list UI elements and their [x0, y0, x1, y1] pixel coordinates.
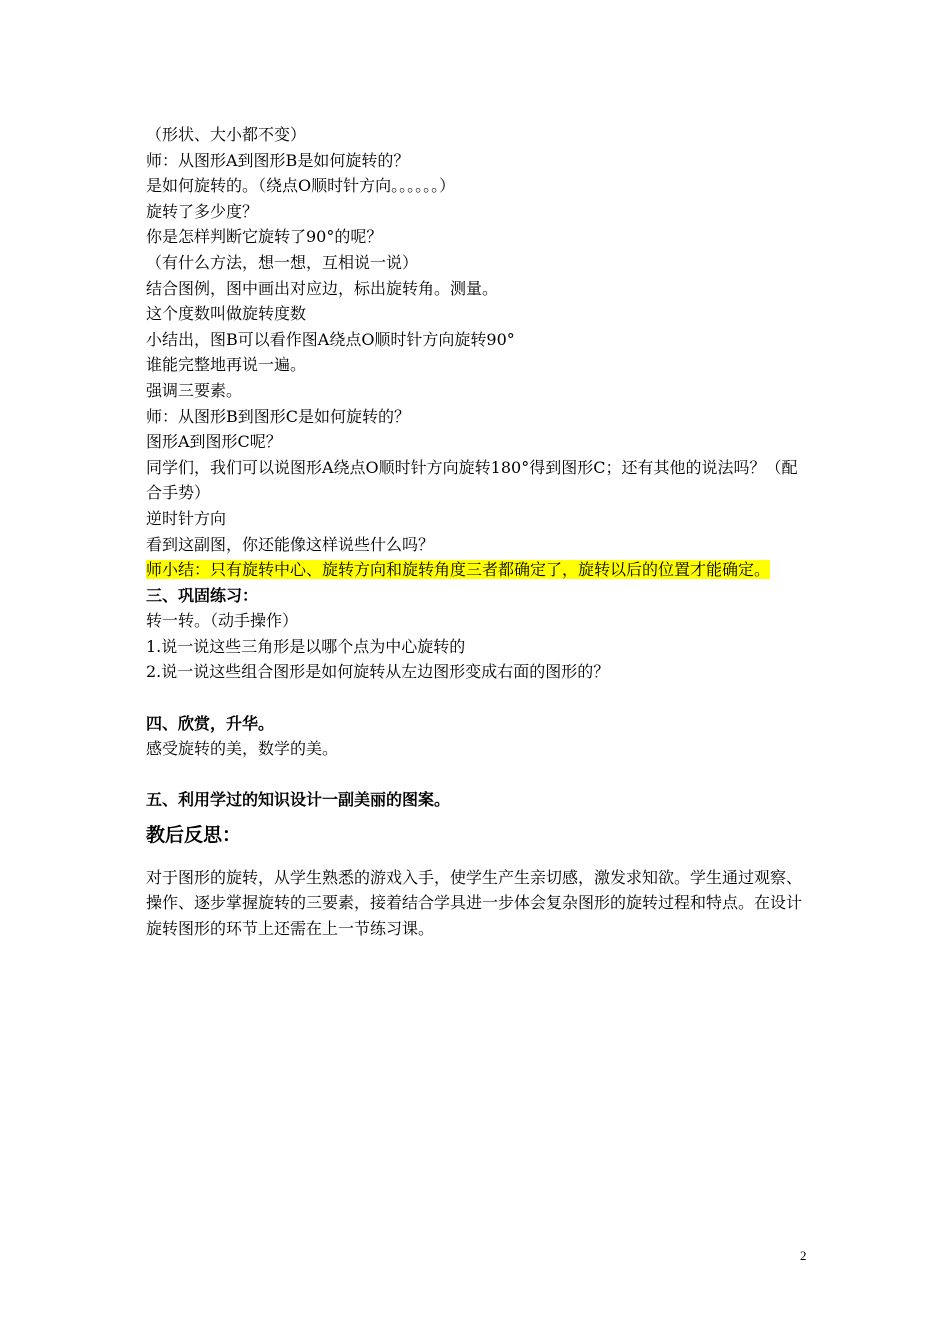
text-line: 师：从图形B到图形C是如何旋转的？ [146, 406, 411, 426]
text-line: 这个度数叫做旋转度数 [146, 304, 307, 324]
text-line: 感受旋转的美，数学的美。 [146, 739, 339, 759]
teacher-summary-paragraph [146, 557, 810, 583]
section-heading-practice: 三、巩固练习： [146, 585, 259, 605]
text-line: 图形A到图形C呢？ [146, 432, 282, 452]
text-line: 旋转了多少度？ [146, 201, 259, 221]
highlighted-summary: 师小结：只有旋转中心、旋转方向和旋转角度三者都确定了，旋转以后的位置才能确定。 [146, 560, 771, 580]
text-line: （形状、大小都不变） [146, 125, 307, 144]
text-line: 转一转。（动手操作） [146, 611, 299, 631]
text-line: 你是怎样判断它旋转了90°的呢？ [146, 227, 383, 247]
spacer [146, 762, 810, 788]
alternate-description-paragraph: 同学们，我们可以说图形A绕点O顺时针方向旋转180°得到图形C；还有其他的说法吗？（配合手势） [146, 457, 798, 503]
text-line: 结合图例，图中画出对应边，标出旋转角。测量。 [146, 278, 499, 298]
text-line: 谁能完整地再说一遍。 [146, 355, 307, 375]
section-heading-appreciation: 四、欣赏，升华。 [146, 713, 275, 733]
reflection-paragraph: 对于图形的旋转，从学生熟悉的游戏入手，使学生产生亲切感，激发求知欲。学生通过观察、操作、逐步掌握旋转的三要素，接着结合学具进一步体会复杂图形的旋转过程和特点。在设计旋转图形的环节上还需在上一节练习课。 [146, 867, 803, 938]
text-line: 强调三要素。 [146, 380, 243, 400]
spacer [146, 685, 810, 711]
text-line: 1.说一说这些三角形是以哪个点为中心旋转的 [146, 636, 466, 656]
text-line: 师：从图形A到图形B是如何旋转的？ [146, 150, 410, 170]
section-heading-design: 五、利用学过的知识设计一副美丽的图案。 [146, 790, 451, 810]
text-line: （有什么方法，想一想，互相说一说） [146, 252, 419, 272]
text-line: 2.说一说这些组合图形是如何旋转从左边图形变成右面的图形的？ [146, 662, 610, 682]
page-content [146, 122, 810, 941]
text-line: 逆时针方向 [146, 508, 227, 528]
reflection-heading: 教后反思： [146, 824, 242, 847]
page-number: 2 [800, 1248, 807, 1263]
text-line: 是如何旋转的。（绕点O顺时针方向。。。。。。） [146, 176, 456, 196]
text-line: 小结出，图B可以看作图A绕点O顺时针方向旋转90° [146, 329, 515, 349]
text-line: 看到这副图，你还能像这样说些什么吗？ [146, 534, 435, 554]
